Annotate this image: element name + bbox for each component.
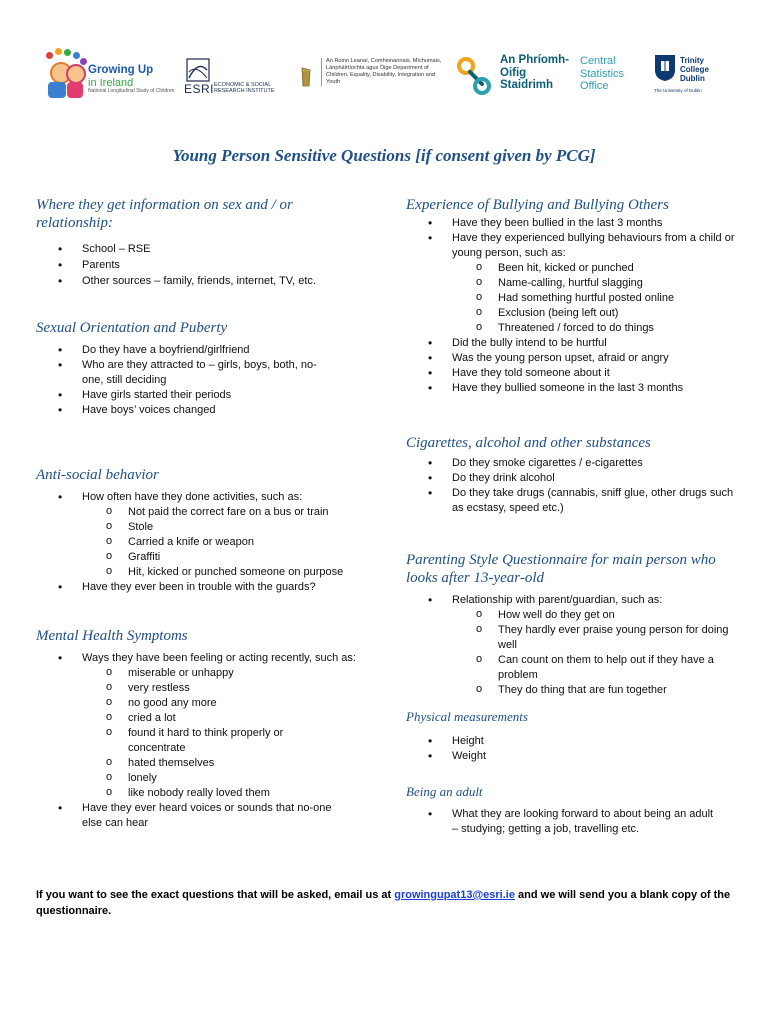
child-figure-icon	[66, 64, 86, 84]
email-link[interactable]: growingupat13@esri.ie	[394, 889, 515, 901]
trinity-college-logo	[652, 48, 722, 104]
sub-list-item: o How well do they get on	[406, 608, 736, 623]
section-heading: Physical measurements	[406, 709, 528, 724]
footer-text-after: and we will send you a blank copy of the questionnaire.	[36, 889, 731, 917]
cso-mark-icon	[456, 54, 492, 96]
section-heading: Being an adult	[406, 784, 483, 799]
sub-list-item: o They do thing that are fun together	[406, 683, 736, 698]
list-item: • Do they smoke cigarettes / e-cigarettes	[406, 456, 736, 471]
section-bullying	[406, 196, 736, 396]
sub-list-item: o Hit, kicked or punched someone on purpose	[36, 565, 366, 580]
list-item: • What they are looking forward to about being an adult – studying; getting a job, travelling etc.	[406, 807, 716, 837]
sub-list-item: o Can count on them to help out if they have a problem	[406, 653, 730, 683]
in-ireland-text: in Ireland	[88, 77, 134, 89]
section-heading: Experience of Bullying and Bullying Others	[406, 197, 669, 213]
list-item: • Have they told someone about it	[406, 366, 736, 381]
cso-logo	[456, 48, 628, 104]
section-heading: Parenting Style Questionnaire for main person who looks after 13-year-old	[406, 552, 716, 586]
department-name: An Roinn Leanaí, Comhionannais, Míchumais, Lánpháirtíochta agus Óige Department of Children, Equality, Disability, Integration and Youth	[321, 58, 446, 86]
list-item: • Relationship with parent/guardian, such as:	[406, 593, 736, 608]
list-item: • Do they have a boyfriend/girlfriend	[36, 343, 366, 358]
list-item: • Did the bully intend to be hurtful	[406, 336, 736, 351]
section-heading: Where they get information on sex and / or relationship:	[36, 197, 293, 231]
list-item: • How often have they done activities, such as:	[36, 490, 366, 505]
section-mental-health	[36, 627, 366, 831]
section-antisocial	[36, 466, 366, 595]
list-item: • Other sources – family, friends, internet, TV, etc.	[36, 274, 366, 289]
list-item: • Ways they have been feeling or acting recently, such as:	[36, 651, 362, 666]
harp-icon	[299, 66, 313, 88]
sub-list-item: o Stole	[36, 520, 366, 535]
list-item: • Have girls started their periods	[36, 388, 366, 403]
cso-english-name: Central Statistics Office	[580, 55, 625, 92]
list-item: • Height	[406, 734, 736, 749]
sub-list-item: o Carried a knife or weapon	[36, 535, 366, 550]
list-item: • Weight	[406, 749, 736, 764]
section-heading: Anti-social behavior	[36, 467, 159, 483]
department-logo	[299, 48, 442, 104]
sub-list-item: o miserable or unhappy	[36, 666, 366, 681]
cso-irish-name: An Phríomh-Oifig Staidrimh	[500, 54, 569, 91]
section-heading: Sexual Orientation and Puberty	[36, 320, 228, 336]
growing-up-tagline: National Longitudinal Study of Children	[88, 88, 175, 94]
section-physical	[406, 708, 736, 764]
sub-list-item: o very restless	[36, 681, 366, 696]
growing-up-text: Growing Up	[88, 64, 154, 76]
list-item: • Do they take drugs (cannabis, sniff glue, other drugs such as ecstasy, speed etc.)	[406, 486, 736, 516]
footer-text-before: If you want to see the exact questions that will be asked, email us at	[36, 889, 395, 901]
sub-list-item: o They hardly ever praise young person for doing well	[406, 623, 730, 653]
sub-list-item: o Not paid the correct fare on a bus or train	[36, 505, 366, 520]
growing-up-in-ireland-logo	[44, 48, 175, 104]
sub-list-item: o like nobody really loved them	[36, 786, 366, 801]
page-title: Young Person Sensitive Questions [if consent given by PCG]	[172, 146, 596, 165]
sub-list-item: o cried a lot	[36, 711, 366, 726]
sub-list-item: o Graffiti	[36, 550, 366, 565]
sub-list-item: o hated themselves	[36, 756, 366, 771]
esri-description: ECONOMIC & SOCIAL RESEARCH INSTITUTE	[214, 82, 275, 94]
section-heading: Mental Health Symptoms	[36, 628, 188, 644]
trinity-name: Trinity College Dublin	[680, 56, 709, 83]
sub-list-item: o Threatened / forced to do things	[406, 321, 736, 336]
esri-mark-icon	[186, 58, 210, 84]
esri-word: ESRI	[184, 82, 215, 96]
sub-list-item: o no good any more	[36, 696, 366, 711]
section-information	[36, 196, 366, 289]
footer-note	[36, 887, 736, 919]
logo-bar	[44, 48, 724, 104]
sub-list-item: o Exclusion (being left out)	[406, 306, 736, 321]
section-substances	[406, 434, 736, 516]
section-orientation	[36, 319, 366, 418]
list-item: • Was the young person upset, afraid or angry	[406, 351, 736, 366]
sub-list-item: o Name-calling, hurtful slagging	[406, 276, 736, 291]
sub-list-item: o Had something hurtful posted online	[406, 291, 736, 306]
list-item: • Parents	[36, 258, 366, 273]
sub-list-item: o found it hard to think properly or concentrate	[36, 726, 318, 756]
esri-logo	[184, 48, 284, 104]
list-item: • Have they experienced bullying behaviours from a child or young person, such as:	[406, 231, 736, 261]
list-item: • Do they drink alcohol	[406, 471, 736, 486]
section-parenting	[406, 551, 736, 698]
list-item: • Have they bullied someone in the last 3 months	[406, 381, 736, 396]
sub-list-item: o lonely	[36, 771, 366, 786]
list-item: • Who are they attracted to – girls, boys, both, no-one, still deciding	[36, 358, 332, 388]
sub-list-item: o Been hit, kicked or punched	[406, 261, 736, 276]
trinity-subtitle: The University of Dublin	[654, 88, 702, 93]
list-item: • School – RSE	[36, 242, 366, 257]
list-item: • Have they ever heard voices or sounds that no-one else can hear	[36, 801, 342, 831]
list-item: • Have boys’ voices changed	[36, 403, 366, 418]
section-heading: Cigarettes, alcohol and other substances	[406, 435, 651, 451]
crest-icon	[654, 54, 676, 82]
list-item: • Have they been bullied in the last 3 months	[406, 216, 736, 231]
list-item: • Have they ever been in trouble with the guards?	[36, 580, 366, 595]
section-adult	[406, 783, 736, 837]
